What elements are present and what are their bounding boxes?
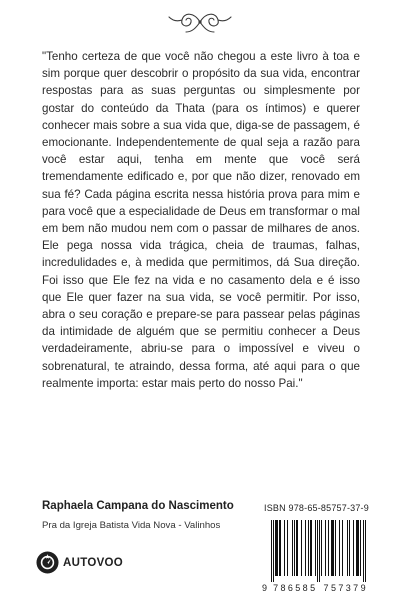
barcode-bar bbox=[360, 520, 361, 576]
barcode-bar bbox=[347, 520, 348, 576]
barcode-bar bbox=[297, 520, 298, 576]
barcode-bar bbox=[339, 520, 340, 576]
barcode-right-group: 757379 bbox=[323, 583, 368, 593]
barcode-bar bbox=[321, 520, 322, 576]
barcode-bar bbox=[332, 520, 333, 576]
barcode-first-digit: 9 bbox=[262, 583, 268, 593]
author-affiliation: Pra da Igreja Batista Vida Nova - Valinhos bbox=[42, 520, 221, 531]
barcode-bar bbox=[328, 520, 329, 576]
quote-body-text: "Tenho certeza de que você não chegou a este livro à toa e sim porque quer descobrir o propósito da sua vida, encontrar respostas para as suas perguntas ou simplesmente por gostar do conteúdo da Thata (para os íntimos) e querer conhecer mais sobre a sua vida que, diga-se de passagem, é emocionante. Independentemente de qual seja a razão para você estar aqui, tenha em mente que você será tremendamente edificado e, por que não dizer, renovado em sua fé? Cada página escrita nessa história prova para mim e para você que a especialidade de Deus em transformar o mal em bem não mudou nem com o passar de milhares de anos. Ele pega nossa vida trágica, cheia de traumas, falhas, incredulidades e, à medida que permitimos, dá Sua direção. Foi isso que Ele fez na vida e no casamento dela e é isso que Ele quer fazer na sua vida, se você permitir. Por isso, abra o seu coração e prepare-se para passear pelas páginas da intimidade de alguém que se permitiu conhecer a Deus verdadeiramente, abriu-se para o impossível e viveu o sobrenatural, te atraindo, dessa forma, até aqui para o que realmente importa: estar mais perto do nosso Pai." bbox=[42, 50, 360, 390]
barcode-bars bbox=[262, 520, 368, 582]
barcode-bar bbox=[342, 520, 343, 576]
barcode-bar bbox=[305, 520, 306, 576]
barcode-bar bbox=[349, 520, 350, 576]
barcode-bar bbox=[271, 520, 272, 582]
barcode-bar bbox=[284, 520, 285, 576]
barcode-bar bbox=[319, 520, 320, 582]
barcode-bar bbox=[301, 520, 302, 576]
barcode-bar bbox=[287, 520, 288, 576]
author-name: Raphaela Campana do Nascimento bbox=[42, 500, 234, 512]
barcode-bar bbox=[357, 520, 358, 576]
barcode-bar bbox=[365, 520, 366, 582]
barcode-bar bbox=[279, 520, 280, 576]
barcode-bar bbox=[275, 520, 276, 576]
barcode-bar bbox=[333, 520, 334, 576]
barcode-bar bbox=[325, 520, 326, 576]
publisher-logo bbox=[36, 551, 123, 574]
barcode-digits bbox=[262, 583, 368, 593]
barcode-bar bbox=[331, 520, 332, 576]
barcode-bar bbox=[317, 520, 318, 582]
barcode-bar bbox=[335, 520, 336, 576]
decorative-flourish-icon bbox=[166, 8, 234, 36]
barcode-bar bbox=[310, 520, 311, 576]
barcode-bar bbox=[277, 520, 278, 576]
barcode-bar bbox=[363, 520, 364, 582]
barcode-bar bbox=[273, 520, 274, 582]
barcode-bar bbox=[358, 520, 359, 576]
barcode-bar bbox=[311, 520, 312, 576]
compass-logo-icon bbox=[36, 551, 59, 574]
barcode-bar bbox=[308, 520, 309, 576]
barcode-bar bbox=[315, 520, 316, 576]
barcode-bar bbox=[276, 520, 277, 576]
publisher-name: AUTOVOO bbox=[63, 556, 124, 569]
barcode-bar bbox=[296, 520, 297, 576]
barcode-bar bbox=[353, 520, 354, 576]
barcode-left-group: 786585 bbox=[273, 583, 318, 593]
barcode-bar bbox=[356, 520, 357, 576]
barcode-bar bbox=[292, 520, 293, 576]
isbn-label: ISBN 978-65-85757-37-9 bbox=[264, 503, 369, 513]
isbn-barcode bbox=[262, 520, 368, 593]
barcode-bar bbox=[294, 520, 295, 576]
barcode-bar bbox=[280, 520, 281, 576]
